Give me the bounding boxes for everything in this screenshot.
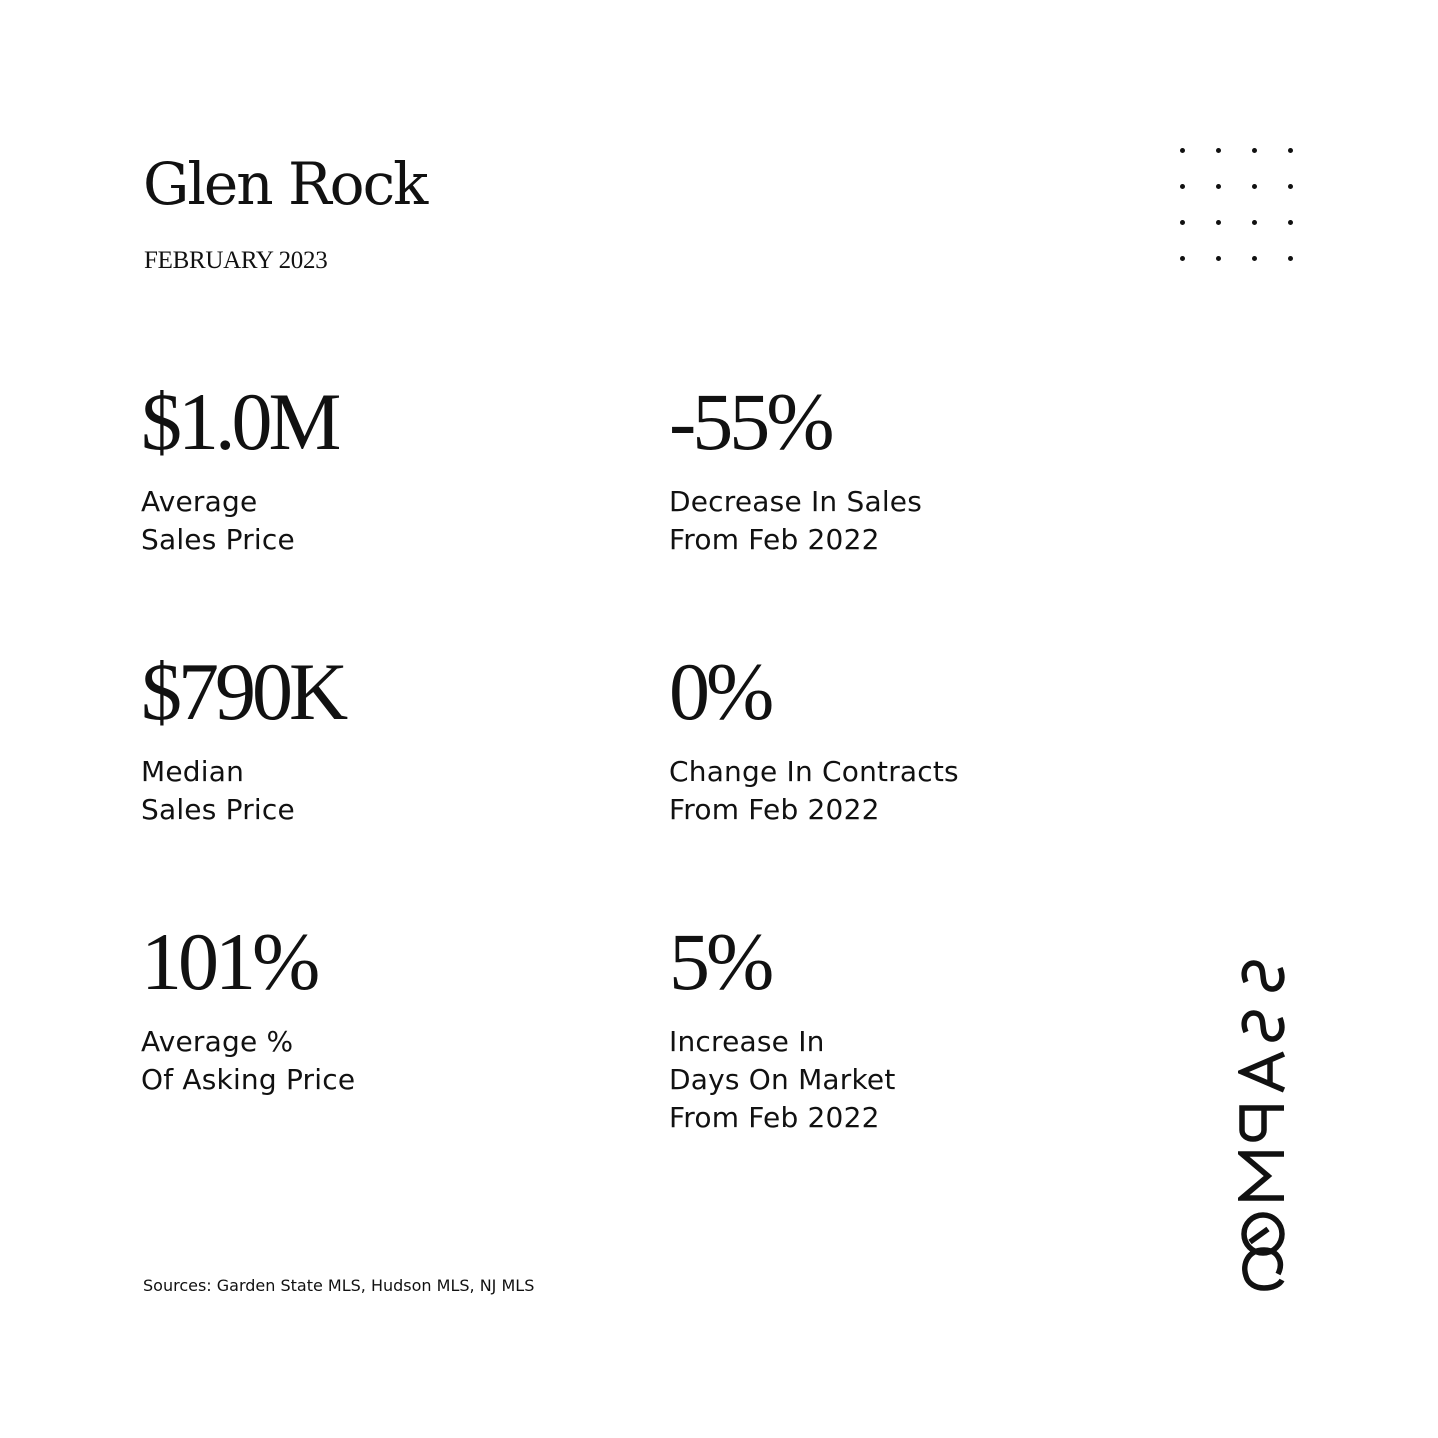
stat-label (669, 483, 1109, 559)
dot (1288, 256, 1293, 261)
stat-median-sales-price (141, 647, 581, 829)
stat-average-sales-price (141, 377, 581, 559)
stat-value: 101% (141, 916, 317, 1007)
stat-label-line: Days On Market (669, 1063, 896, 1096)
stat-label (141, 1023, 581, 1099)
dot (1252, 256, 1257, 261)
dot (1180, 148, 1185, 153)
dot (1180, 184, 1185, 189)
stat-label-line: Average % (141, 1025, 294, 1058)
dot (1216, 220, 1221, 225)
stat-value: $790K (141, 646, 345, 737)
stat-increase-days-on-market (669, 917, 1109, 1137)
sources-note: Sources: Garden State MLS, Hudson MLS, NJ MLS (143, 1276, 535, 1295)
stat-average-percent-of-asking (141, 917, 581, 1099)
dot (1180, 220, 1185, 225)
stat-decrease-in-sales (669, 377, 1109, 559)
stat-change-in-contracts (669, 647, 1109, 829)
stat-label (141, 753, 581, 829)
stat-label-line: From Feb 2022 (669, 793, 880, 826)
dot (1288, 184, 1293, 189)
dot (1288, 148, 1293, 153)
dot (1180, 256, 1185, 261)
stat-label-line: Median (141, 755, 245, 788)
dot (1252, 148, 1257, 153)
dot (1252, 220, 1257, 225)
dot (1216, 184, 1221, 189)
stat-label-line: Change In Contracts (669, 755, 959, 788)
page-title: Glen Rock (143, 150, 427, 218)
stat-value: 5% (669, 916, 771, 1007)
stat-label (669, 753, 1109, 829)
stat-label-line: From Feb 2022 (669, 1101, 880, 1134)
stat-label-line: Sales Price (141, 793, 295, 826)
dot (1288, 220, 1293, 225)
stat-value: -55% (669, 376, 831, 467)
dot-grid-icon (1176, 144, 1300, 268)
stat-label-line: Sales Price (141, 523, 295, 556)
dot (1216, 148, 1221, 153)
report-period: FEBRUARY 2023 (144, 247, 328, 274)
dot (1252, 184, 1257, 189)
stat-label-line: Increase In (669, 1025, 825, 1058)
stat-label-line: Of Asking Price (141, 1063, 356, 1096)
stat-value: $1.0M (141, 376, 338, 467)
stat-label (141, 483, 581, 559)
stat-label-line: Average (141, 485, 258, 518)
stat-label-line: From Feb 2022 (669, 523, 880, 556)
stat-label (669, 1023, 1109, 1137)
stat-value: 0% (669, 646, 771, 737)
dot (1216, 256, 1221, 261)
compass-logo (1238, 950, 1288, 1298)
stat-label-line: Decrease In Sales (669, 485, 923, 518)
